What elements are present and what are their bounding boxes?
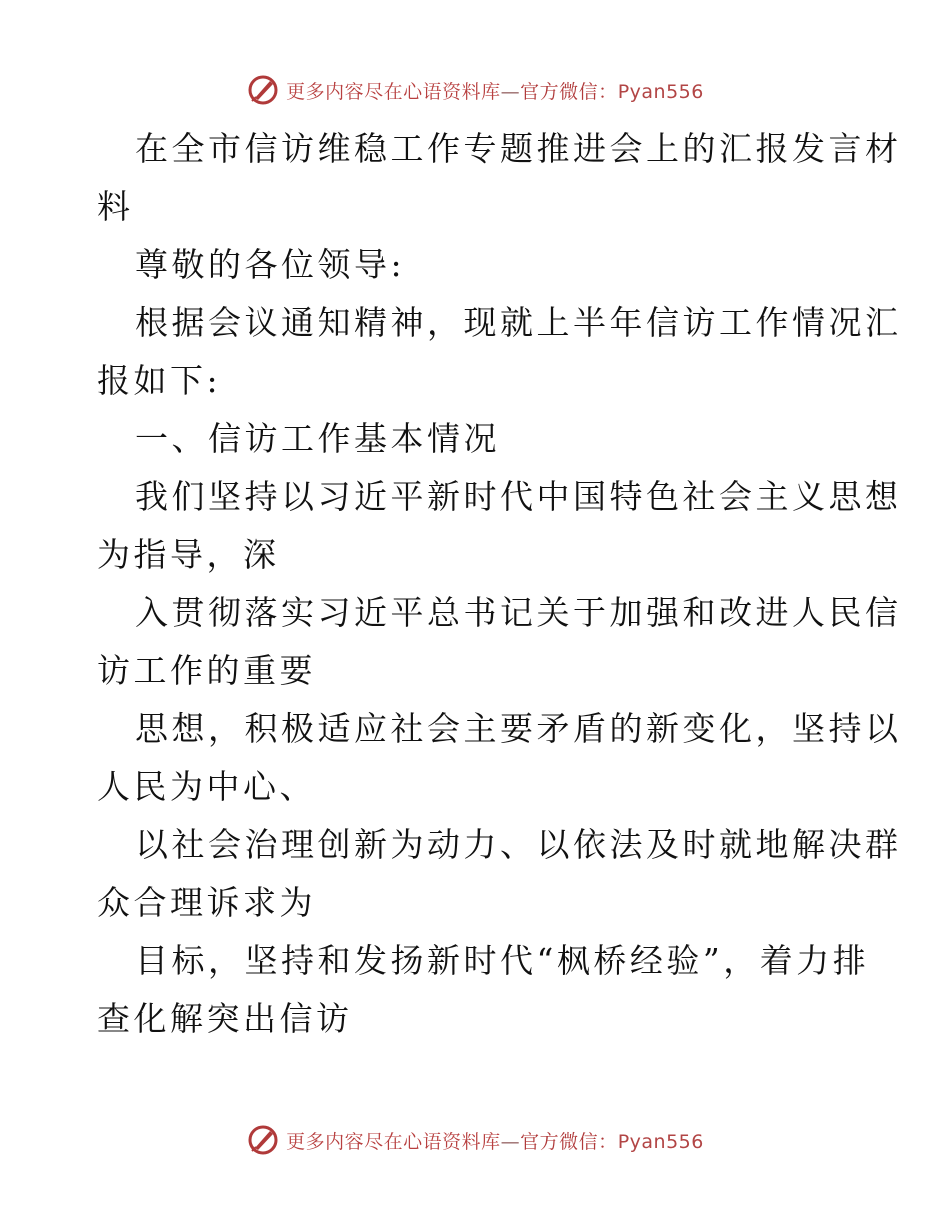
text-line: 以社会治理创新为动力、以依法及时就地解决群 xyxy=(135,825,902,864)
text-line: 尊敬的各位领导: xyxy=(135,245,406,284)
text-line: 目标，坚持和发扬新时代“枫桥经验”，着力排 xyxy=(135,941,870,980)
text-line: 人民为中心、 xyxy=(97,767,316,806)
text-line: 众合理诉求为 xyxy=(97,883,316,922)
text-line: 入贯彻落实习近平总书记关于加强和改进人民信 xyxy=(135,593,902,632)
text-line: 我们坚持以习近平新时代中国特色社会主义思想 xyxy=(135,477,902,516)
text-line: 料 xyxy=(97,187,134,226)
text-line: 在全市信访维稳工作专题推进会上的汇报发言材 xyxy=(135,129,902,168)
watermark-text xyxy=(286,1127,704,1154)
watermark-lead: 更多内容尽在心语资料库 xyxy=(286,80,501,103)
text-line: 查化解突出信访 xyxy=(97,999,353,1038)
watermark-dash: — xyxy=(500,80,521,103)
quill-circle-logo-icon xyxy=(246,1123,280,1157)
text-line: 访工作的重要 xyxy=(97,651,316,690)
watermark-text xyxy=(286,77,704,104)
footer-watermark xyxy=(0,1120,950,1160)
text-line: 根据会议通知精神，现就上半年信访工作情况汇 xyxy=(135,303,902,342)
quill-circle-logo-icon xyxy=(246,73,280,107)
text-line: 思想，积极适应社会主要矛盾的新变化，坚持以 xyxy=(135,709,902,748)
watermark-dash: — xyxy=(500,1130,521,1153)
watermark-channel: 官方微信： xyxy=(520,1130,618,1153)
watermark-channel: 官方微信： xyxy=(520,80,618,103)
watermark-id: Pyan556 xyxy=(617,1130,704,1153)
text-line: 报如下: xyxy=(97,361,222,400)
watermark-lead: 更多内容尽在心语资料库 xyxy=(286,1130,501,1153)
text-line: 一、信访工作基本情况 xyxy=(135,419,500,458)
document-body xyxy=(97,120,902,1048)
text-line: 为指导，深 xyxy=(97,535,280,574)
watermark-id: Pyan556 xyxy=(617,80,704,103)
header-watermark xyxy=(0,70,950,110)
